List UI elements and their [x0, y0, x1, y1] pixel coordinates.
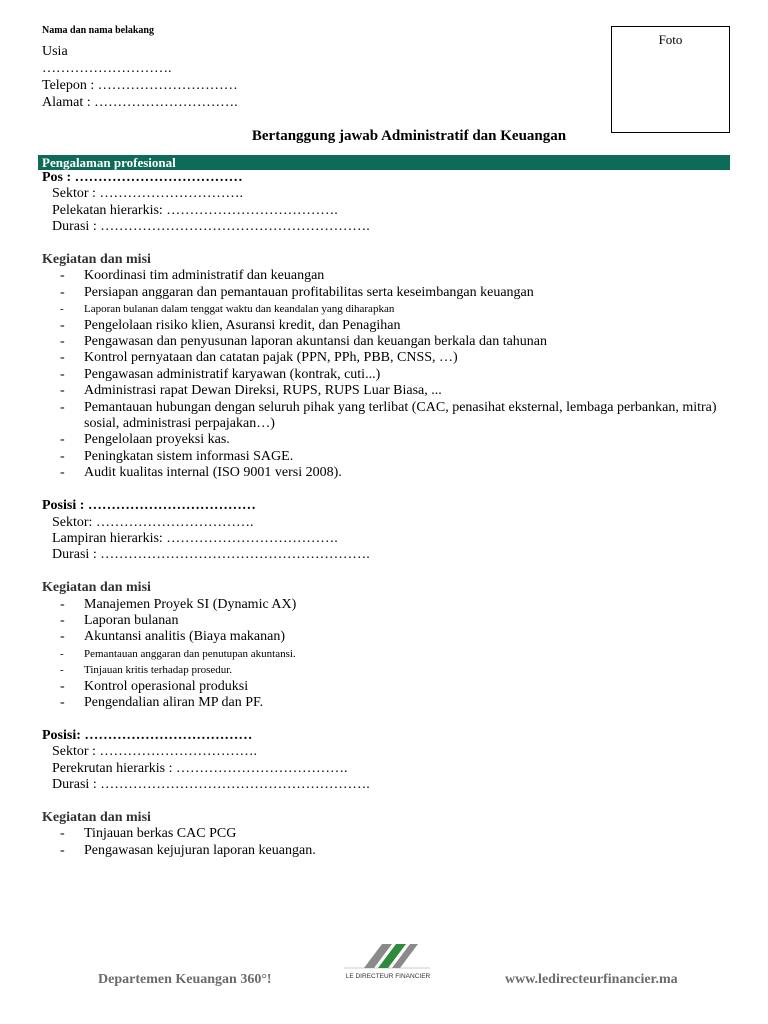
job-sector: Sektor : ………………………….: [52, 186, 243, 202]
list-item: - Manajemen Proyek SI (Dynamic AX): [42, 597, 732, 613]
photo-box: [611, 26, 730, 133]
job-hierarchy: Lampiran hierarkis: ……………………………….: [52, 530, 338, 546]
activities-list: [42, 597, 732, 712]
list-item: - Pengelolaan risiko klien, Asuransi kredit, dan Penagihan: [42, 318, 732, 334]
footer-department: Departemen Keuangan 360°!: [98, 972, 272, 987]
list-item: - Persiapan anggaran dan pemantauan profitabilitas serta keseimbangan keuangan: [42, 285, 732, 301]
list-item: - Laporan bulanan: [42, 613, 732, 629]
job-position: Pos : ………………………………: [42, 170, 243, 185]
activities-title: Kegiatan dan misi: [42, 580, 151, 596]
job-sector: Sektor: …………………………….: [52, 514, 254, 530]
list-item: - Pengelolaan proyeksi kas.: [42, 432, 732, 448]
list-item: - Tinjauan berkas CAC PCG: [42, 826, 732, 842]
age-label: Usia: [42, 44, 68, 59]
job-hierarchy: Pelekatan hierarkis: ……………………………….: [52, 202, 338, 218]
job-duration: Durasi : ………………………………………………….: [52, 547, 370, 563]
job-duration: Durasi : ………………………………………………….: [52, 219, 370, 235]
job-duration: Durasi : ………………………………………………….: [52, 776, 370, 792]
list-item: - Pengawasan dan penyusunan laporan akuntansi dan keuangan berkala dan tahunan: [42, 334, 732, 350]
document-title: Bertanggung jawab Administratif dan Keuangan: [251, 128, 567, 144]
list-item: - Pemantauan anggaran dan penutupan akuntansi.: [42, 646, 732, 662]
list-item: - Administrasi rapat Dewan Direksi, RUPS, RUPS Luar Biasa, ...: [42, 383, 732, 399]
list-item: - Koordinasi tim administratif dan keuangan: [42, 268, 732, 284]
list-item: - Kontrol pernyataan dan catatan pajak (PPN, PPh, PBB, CNSS, …): [42, 350, 732, 366]
list-item: - Pengendalian aliran MP dan PF.: [42, 695, 732, 711]
logo-text: LE DIRECTEUR FINANCIER: [345, 973, 431, 980]
list-item: - Laporan bulanan dalam tenggat waktu dan keandalan yang diharapkan: [42, 301, 732, 317]
footer-website-link[interactable]: www.ledirecteurfinancier.ma: [505, 972, 678, 987]
list-item: - Tinjauan kritis terhadap prosedur.: [42, 662, 732, 678]
age-value: ……………………….: [42, 61, 172, 76]
job-sector: Sektor : …………………………….: [52, 744, 257, 760]
experience-content: [42, 170, 732, 859]
list-item: - Kontrol operasional produksi: [42, 679, 732, 695]
activities-list: [42, 826, 732, 859]
activities-list: [42, 268, 732, 481]
job-hierarchy: Perekrutan hierarkis : ……………………………….: [52, 760, 348, 776]
list-item: - Pengawasan kejujuran laporan keuangan.: [42, 843, 732, 859]
name-label: Nama dan nama belakang: [42, 25, 154, 36]
activities-title: Kegiatan dan misi: [42, 809, 151, 825]
section-banner: Pengalaman profesional: [38, 155, 730, 170]
list-item: - Peningkatan sistem informasi SAGE.: [42, 449, 732, 465]
phone-line: Telepon : …………………………: [42, 78, 238, 93]
photo-label: Foto: [658, 32, 683, 47]
list-item: - Pemantauan hubungan dengan seluruh pihak yang terlibat (CAC, penasihat eksternal, lembaga perbankan, mitra) sosial, administrasi perpajakan…): [42, 400, 732, 433]
list-item: - Audit kualitas internal (ISO 9001 versi 2008).: [42, 465, 732, 481]
job-position: Posisi : ………………………………: [42, 498, 256, 514]
list-item: - Pengawasan administratif karyawan (kontrak, cuti...): [42, 367, 732, 383]
address-line: Alamat : ………………………….: [42, 95, 238, 110]
list-item: - Akuntansi analitis (Biaya makanan): [42, 629, 732, 645]
activities-title: Kegiatan dan misi: [42, 252, 151, 268]
job-position: Posisi: ………………………………: [42, 727, 253, 743]
